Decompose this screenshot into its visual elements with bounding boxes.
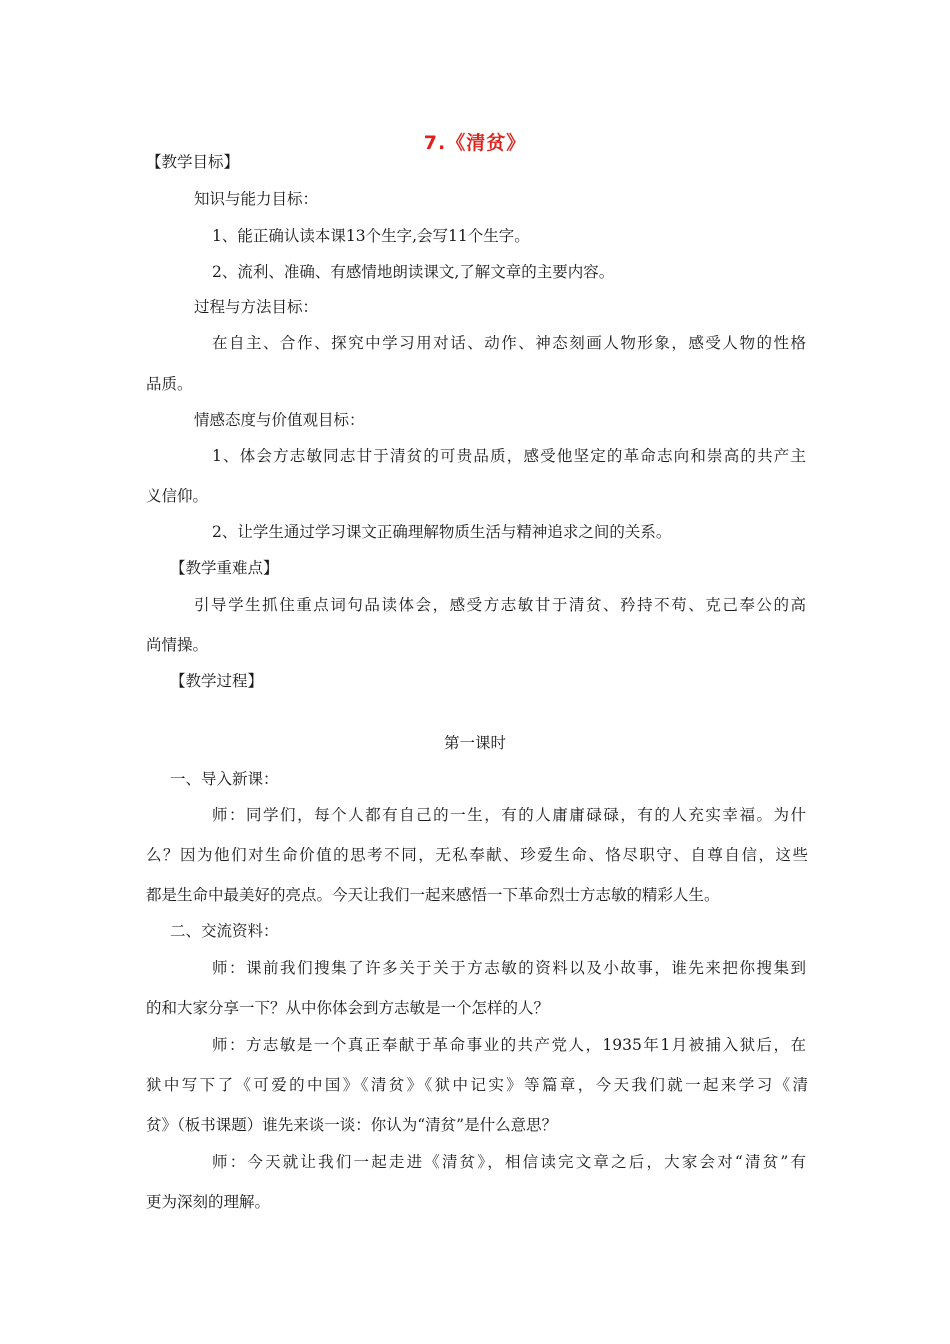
text-line: 都是生命中最美好的亮点。今天让我们一起来感悟一下革命烈士方志敏的精彩人生。 xyxy=(146,886,720,904)
text-line: 引导学生抓住重点词句品读体会，感受方志敏甘于清贫、矜持不苟、克己奉公的高 xyxy=(194,596,806,614)
step-heading-exchange: 二、交流资料： xyxy=(170,922,279,940)
text-line: 狱中写下了《可爱的中国》《清贫》《狱中记实》等篇章，今天我们就一起来学习《清 xyxy=(146,1076,808,1094)
text-line: 师：今天就让我们一起走进《清贫》，相信读完文章之后，大家会对“清贫”有 xyxy=(212,1153,806,1171)
section-heading-objectives: 【教学目标】 xyxy=(146,153,240,171)
text-line: 更为深刻的理解。 xyxy=(146,1193,271,1211)
subheading-knowledge: 知识与能力目标： xyxy=(194,190,319,208)
text-line: 品质。 xyxy=(146,375,193,393)
text-line: 的和大家分享一下？从中你体会到方志敏是一个怎样的人？ xyxy=(146,999,550,1017)
step-heading-intro: 一、导入新课： xyxy=(170,770,279,788)
text-line: 师：课前我们搜集了许多关于关于方志敏的资料以及小故事，谁先来把你搜集到 xyxy=(212,959,806,977)
subheading-emotion: 情感态度与价值观目标： xyxy=(194,411,365,429)
text-line: 师：方志敏是一个真正奉献于革命事业的共产党人，1935年1月被捕入狱后，在 xyxy=(212,1036,806,1054)
section-heading-process: 【教学过程】 xyxy=(170,672,264,690)
document-title: 7.《清贫》 xyxy=(423,132,527,154)
text-line: 2、让学生通过学习课文正确理解物质生活与精神追求之间的关系。 xyxy=(212,523,672,541)
lesson-period-heading: 第一课时 xyxy=(443,734,506,752)
text-line: 在自主、合作、探究中学习用对话、动作、神态刻画人物形象，感受人物的性格 xyxy=(212,334,806,352)
text-line: 师：同学们，每个人都有自己的一生，有的人庸庸碌碌，有的人充实幸福。为什 xyxy=(212,806,806,824)
subheading-process: 过程与方法目标： xyxy=(194,298,319,316)
text-line: 尚情操。 xyxy=(146,636,209,654)
text-line: 么？因为他们对生命价值的思考不同，无私奉献、珍爱生命、恪尽职守、自尊自信，这些 xyxy=(146,846,808,864)
text-line: 义信仰。 xyxy=(146,487,209,505)
text-line: 2、流利、准确、有感情地朗读课文,了解文章的主要内容。 xyxy=(212,263,615,281)
text-line: 1、体会方志敏同志甘于清贫的可贵品质，感受他坚定的革命志向和崇高的共产主 xyxy=(212,447,806,465)
text-line: 1、能正确认读本课13个生字,会写11个生字。 xyxy=(212,227,530,245)
text-line: 贫》（板书课题）谁先来谈一谈：你认为“清贫”是什么意思？ xyxy=(146,1116,558,1134)
section-heading-key-points: 【教学重难点】 xyxy=(170,559,279,577)
